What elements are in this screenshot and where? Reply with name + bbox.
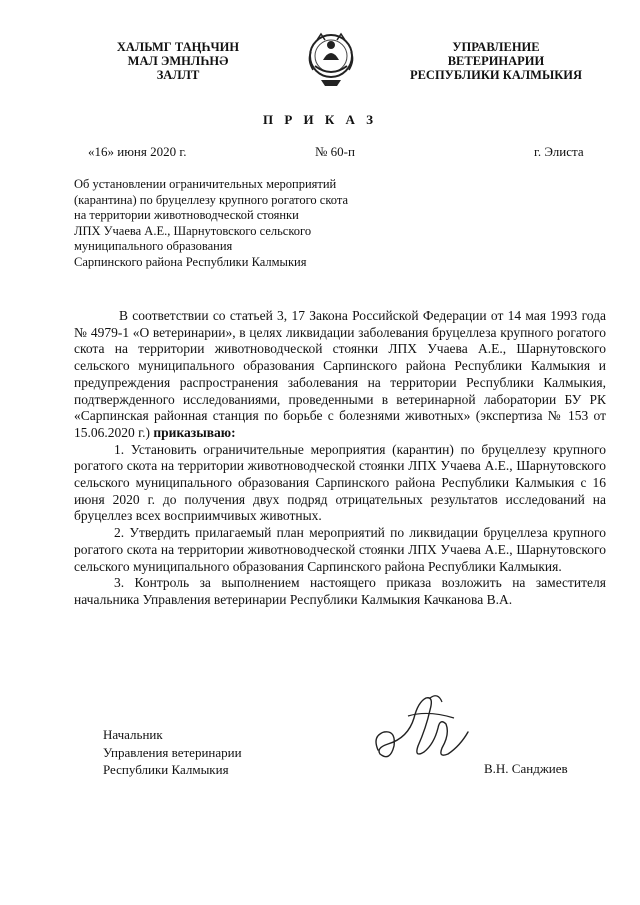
order-item-3: 3. Контроль за выполнением настоящего приказа возложить на заместителя начальника Управления ветеринарии Республики Калмыкия Качканова В.А. [74,575,606,607]
order-city: г. Элиста [534,144,584,159]
signatory-name: В.Н. Санджиев [484,761,568,776]
order-body [74,308,606,609]
order-date: «16» июня 2020 г. [88,144,187,159]
preamble-paragraph [74,308,606,442]
signatory-position [103,726,242,779]
subject-line: Об установлении ограничительных мероприятий [74,177,337,191]
header-left-line: ХАЛЬМГ ТАҢҺЧИН [116,40,240,54]
subject-line: ЛПХ Учаева А.Е., Шарнутовского сельского [74,223,312,238]
order-item-1: 1. Установить ограничительные мероприятия (карантин) по бруцеллезу крупного рогатого скота на территории животноводческой стоянки ЛПХ Учаева А.Е., Шарнутовского сельского муниципального образования Сарпинского района Республики Калмыкия с 16 июня 2020 г. до получения двух подряд отрицательных результатов исследований на бруцеллез всех восприимчивых животных. [74,441,606,524]
order-number: № 60-п [315,144,355,159]
header-left-line: МАЛ ЭМНЛҺНӘ [127,54,229,68]
header-right-org [396,40,596,82]
header-right-line: РЕСПУБЛИКИ КАЛМЫКИЯ [409,68,583,82]
subject-line: Сарпинского района Республики Калмыкия [74,254,307,269]
handwritten-signature [368,688,488,778]
order-word: приказываю: [153,424,236,440]
coat-of-arms-emblem [303,26,359,90]
subject-line: (карантина) по бруцеллезу крупного рогатого скота [74,192,349,207]
header-right-line: УПРАВЛЕНИЕ [452,40,540,54]
subject-line: на территории животноводческой стоянки [74,208,299,223]
header-left-org [98,40,258,82]
position-line: Управления ветеринарии [103,744,242,760]
header-left-line: ЗАЛЛТ [156,68,200,82]
subject-line: муниципального образования [74,239,233,254]
document-title: П Р И К А З [262,112,378,127]
position-line: Республики Калмыкия [103,762,229,777]
position-line: Начальник [103,727,163,742]
header-right-line: ВЕТЕРИНАРИИ [447,54,545,68]
preamble-text: В соответствии со статьей 3, 17 Закона Российской Федерации от 14 мая 1993 года № 4979-1 «О ветеринарии», в целях ликвидации заболевания бруцеллеза крупного рогатого скота на территории животноводческой стоянки ЛПХ Учаева А.Е., Шарнутовского сельского муниципального образования Сарпинского района Республики Калмыкия и предупреждения распространения заболевания на территории Республики Калмыкия, подтвержденного исследованиями, проведенными в ветеринарной лаборатории БУ РК «Сарпинская районная станция по борьбе с болезнями животных» (экспертиза № 153 от 15.06.2020 г.) [74,308,606,440]
order-item-2: 2. Утвердить прилагаемый план мероприятий по ликвидации бруцеллеза крупного рогатого скота на территории животноводческой стоянки ЛПХ Учаева А.Е., Шарнутовского сельского муниципального образования Сарпинского района Республики Калмыкия. [74,525,606,574]
order-subject [74,177,394,271]
